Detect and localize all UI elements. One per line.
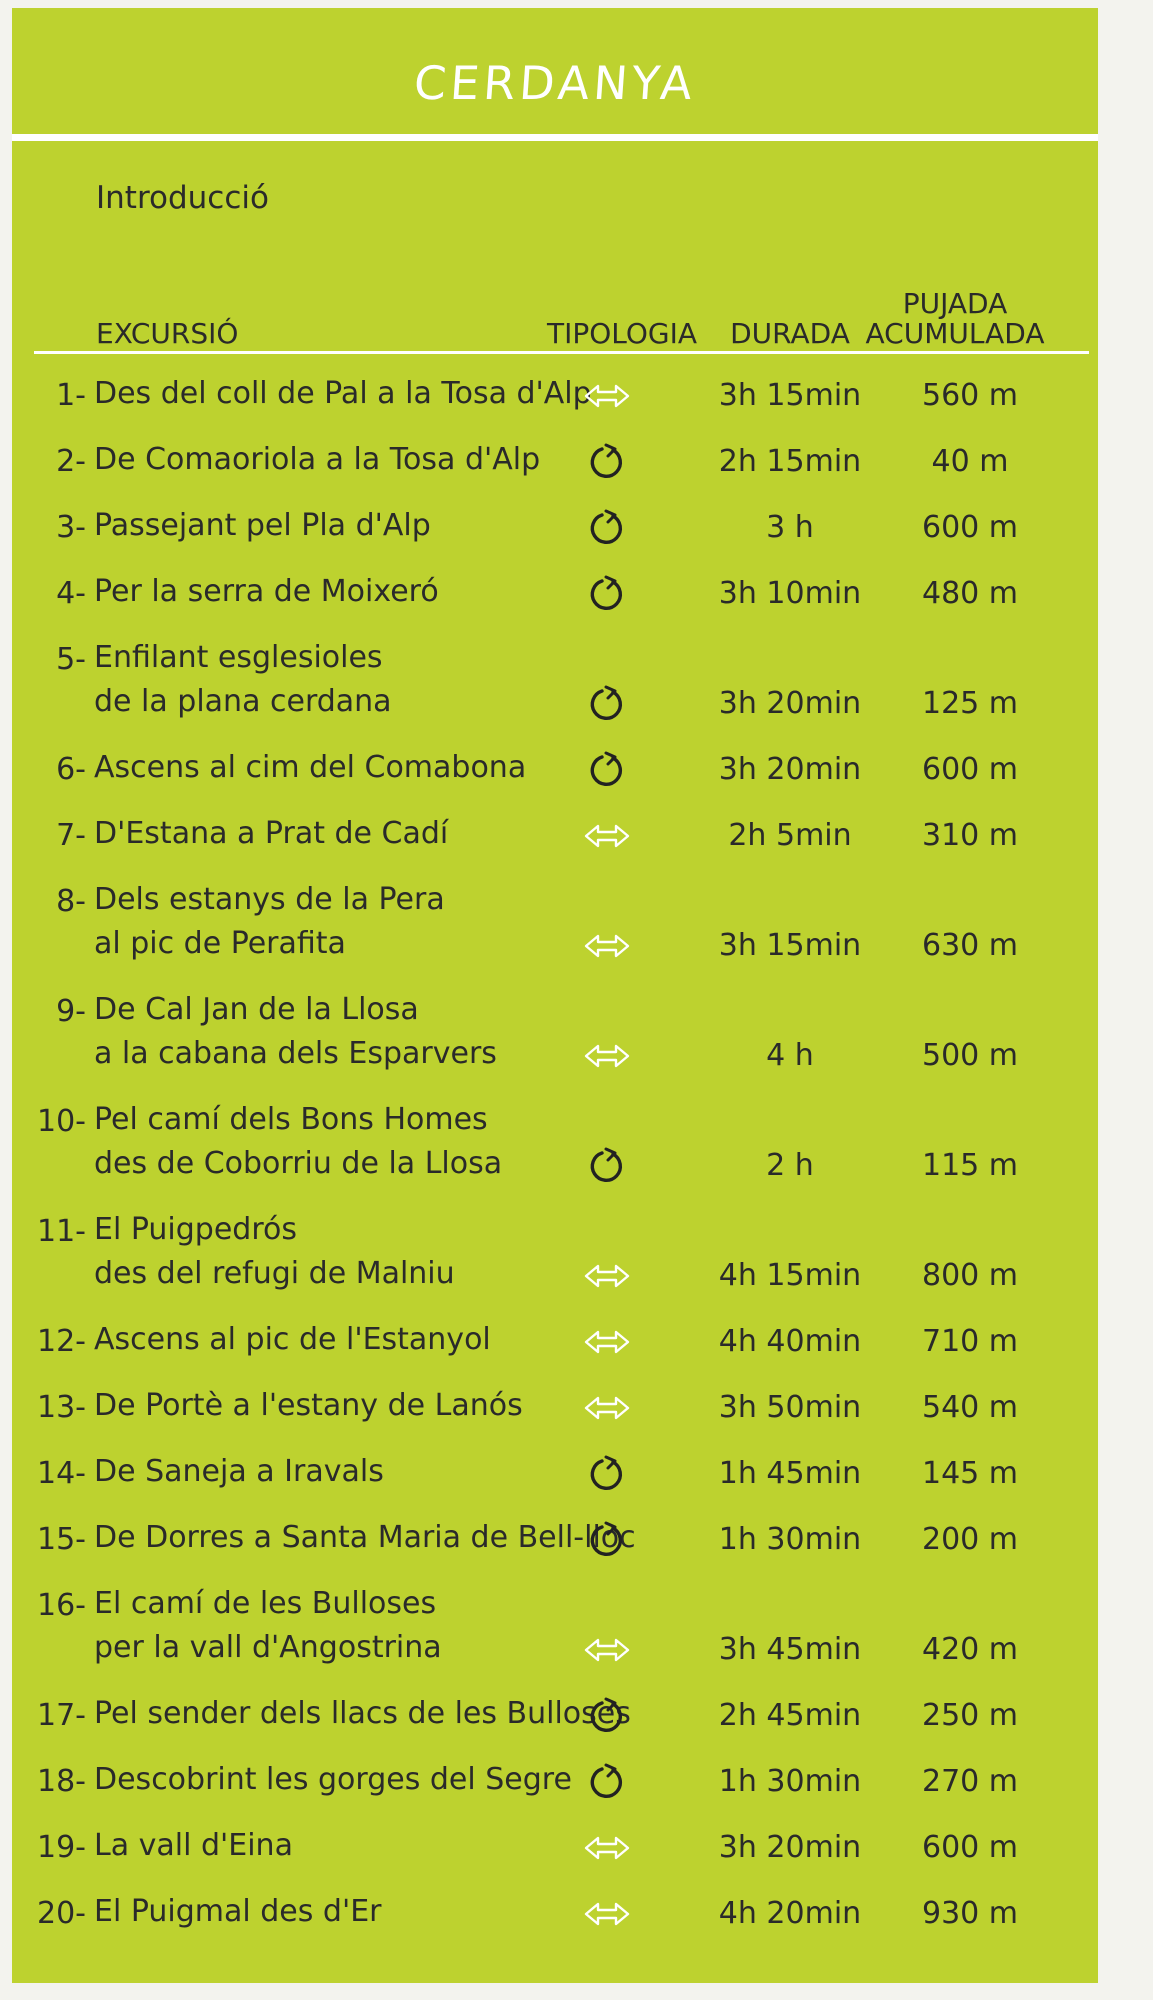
header-excursio: EXCURSIÓ <box>96 317 239 350</box>
excursion-ascent: 600 m <box>921 510 1019 545</box>
excursion-number: 3- <box>56 510 86 545</box>
excursion-number: 8- <box>56 884 86 919</box>
excursion-duration: 3h 50min <box>718 1390 862 1425</box>
excursion-name[interactable]: De Cal Jan de la Llosa <box>94 992 419 1027</box>
excursion-duration: 3h 15min <box>718 928 862 963</box>
page-title: CERDANYA <box>412 56 698 110</box>
excursion-ascent: 115 m <box>921 1148 1019 1183</box>
excursion-name-line2[interactable]: al pic de Perafita <box>94 926 346 961</box>
circular-route-icon <box>582 1454 632 1494</box>
excursion-ascent: 310 m <box>921 818 1019 853</box>
excursion-name[interactable]: Des del coll de Pal a la Tosa d'Alp <box>94 376 592 411</box>
excursion-name[interactable]: Dels estanys de la Pera <box>94 882 445 917</box>
excursion-number: 13- <box>37 1390 86 1425</box>
excursion-number: 6- <box>56 752 86 787</box>
excursion-duration: 4h 40min <box>718 1324 862 1359</box>
excursion-number: 1- <box>56 378 86 413</box>
linear-route-icon <box>582 1256 632 1296</box>
excursion-duration: 3h 10min <box>718 576 862 611</box>
excursion-ascent: 630 m <box>921 928 1019 963</box>
excursion-duration: 1h 45min <box>718 1456 862 1491</box>
circular-route-icon <box>582 574 632 614</box>
excursion-ascent: 270 m <box>921 1764 1019 1799</box>
excursion-duration: 4h 20min <box>718 1896 862 1931</box>
linear-route-icon <box>582 1828 632 1868</box>
excursion-name[interactable]: Pel sender dels llacs de les Bulloses <box>94 1696 631 1731</box>
content-panel <box>12 8 1098 1983</box>
excursion-number: 5- <box>56 642 86 677</box>
excursion-number: 17- <box>37 1698 86 1733</box>
excursion-number: 12- <box>37 1324 86 1359</box>
excursion-name-line2[interactable]: des del refugi de Malniu <box>94 1256 455 1291</box>
header-pujada-line1: PUJADA <box>902 287 1008 320</box>
excursion-number: 18- <box>37 1764 86 1799</box>
circular-route-icon <box>582 1146 632 1186</box>
circular-route-icon <box>582 1520 632 1560</box>
excursion-number: 19- <box>37 1830 86 1865</box>
circular-route-icon <box>582 684 632 724</box>
excursion-number: 2- <box>56 444 86 479</box>
excursion-duration: 3h 20min <box>718 1830 862 1865</box>
excursion-ascent: 500 m <box>921 1038 1019 1073</box>
excursion-ascent: 560 m <box>921 378 1019 413</box>
linear-route-icon <box>582 376 632 416</box>
excursion-name[interactable]: De Portè a l'estany de Lanós <box>94 1388 523 1423</box>
header-tipologia: TIPOLOGIA <box>546 317 698 350</box>
linear-route-icon <box>582 816 632 856</box>
excursion-name-line2[interactable]: des de Coborriu de la Llosa <box>94 1146 503 1181</box>
excursion-number: 16- <box>37 1588 86 1623</box>
circular-route-icon <box>582 750 632 790</box>
excursion-number: 20- <box>37 1896 86 1931</box>
excursion-name-line2[interactable]: de la plana cerdana <box>94 684 392 719</box>
excursion-ascent: 710 m <box>921 1324 1019 1359</box>
excursion-duration: 2h 5min <box>728 818 852 853</box>
linear-route-icon <box>582 1630 632 1670</box>
excursion-ascent: 200 m <box>921 1522 1019 1557</box>
excursion-name[interactable]: Ascens al pic de l'Estanyol <box>94 1322 491 1357</box>
linear-route-icon <box>582 1894 632 1934</box>
excursion-number: 4- <box>56 576 86 611</box>
header-divider <box>34 351 1089 354</box>
header-pujada-line2: ACUMULADA <box>865 317 1045 350</box>
excursion-duration: 2h 15min <box>718 444 862 479</box>
excursion-name-line2[interactable]: per la vall d'Angostrina <box>94 1630 442 1665</box>
linear-route-icon <box>582 926 632 966</box>
excursion-name[interactable]: El camí de les Bulloses <box>94 1586 437 1621</box>
excursion-number: 14- <box>37 1456 86 1491</box>
linear-route-icon <box>582 1322 632 1362</box>
circular-route-icon <box>582 508 632 548</box>
excursion-ascent: 930 m <box>921 1896 1019 1931</box>
excursion-name[interactable]: De Comaoriola a la Tosa d'Alp <box>94 442 541 477</box>
excursion-name[interactable]: Descobrint les gorges del Segre <box>94 1762 572 1797</box>
excursion-number: 11- <box>37 1214 86 1249</box>
excursion-name[interactable]: D'Estana a Prat de Cadí <box>94 816 449 851</box>
title-divider <box>12 134 1098 141</box>
linear-route-icon <box>582 1036 632 1076</box>
excursion-duration: 3h 15min <box>718 378 862 413</box>
excursion-number: 10- <box>37 1104 86 1139</box>
excursion-name[interactable]: Passejant pel Pla d'Alp <box>94 508 431 543</box>
excursion-name[interactable]: Per la serra de Moixeró <box>94 574 439 609</box>
excursion-name[interactable]: Pel camí dels Bons Homes <box>94 1102 488 1137</box>
excursion-ascent: 40 m <box>931 444 1009 479</box>
excursion-name-line2[interactable]: a la cabana dels Esparvers <box>94 1036 497 1071</box>
excursion-ascent: 800 m <box>921 1258 1019 1293</box>
excursion-name[interactable]: De Saneja a Iravals <box>94 1454 384 1489</box>
excursion-ascent: 600 m <box>921 752 1019 787</box>
excursion-name[interactable]: La vall d'Eina <box>94 1828 293 1863</box>
excursion-name[interactable]: Enfilant esglesioles <box>94 640 383 675</box>
excursion-name[interactable]: El Puigpedrós <box>94 1212 297 1247</box>
excursion-ascent: 420 m <box>921 1632 1019 1667</box>
excursion-duration: 2h 45min <box>718 1698 862 1733</box>
excursion-number: 7- <box>56 818 86 853</box>
excursion-duration: 3h 45min <box>718 1632 862 1667</box>
excursion-duration: 4 h <box>766 1038 814 1073</box>
circular-route-icon <box>582 1762 632 1802</box>
excursion-duration: 3h 20min <box>718 752 862 787</box>
excursion-duration: 3h 20min <box>718 686 862 721</box>
excursion-duration: 2 h <box>766 1148 814 1183</box>
excursion-ascent: 250 m <box>921 1698 1019 1733</box>
excursion-name[interactable]: El Puigmal des d'Er <box>94 1894 382 1929</box>
excursion-duration: 1h 30min <box>718 1522 862 1557</box>
linear-route-icon <box>582 1388 632 1428</box>
excursion-ascent: 145 m <box>921 1456 1019 1491</box>
excursion-duration: 1h 30min <box>718 1764 862 1799</box>
excursion-name[interactable]: De Dorres a Santa Maria de Bell-lloc <box>94 1520 636 1555</box>
intro-link[interactable]: Introducció <box>96 180 269 216</box>
circular-route-icon <box>582 442 632 482</box>
excursion-ascent: 600 m <box>921 1830 1019 1865</box>
excursion-name[interactable]: Ascens al cim del Comabona <box>94 750 527 785</box>
excursion-number: 15- <box>37 1522 86 1557</box>
excursion-ascent: 125 m <box>921 686 1019 721</box>
excursion-number: 9- <box>56 994 86 1029</box>
circular-route-icon <box>582 1696 632 1736</box>
excursion-ascent: 540 m <box>921 1390 1019 1425</box>
excursion-duration: 4h 15min <box>718 1258 862 1293</box>
header-durada: DURADA <box>730 317 850 350</box>
excursion-ascent: 480 m <box>921 576 1019 611</box>
excursion-duration: 3 h <box>766 510 814 545</box>
